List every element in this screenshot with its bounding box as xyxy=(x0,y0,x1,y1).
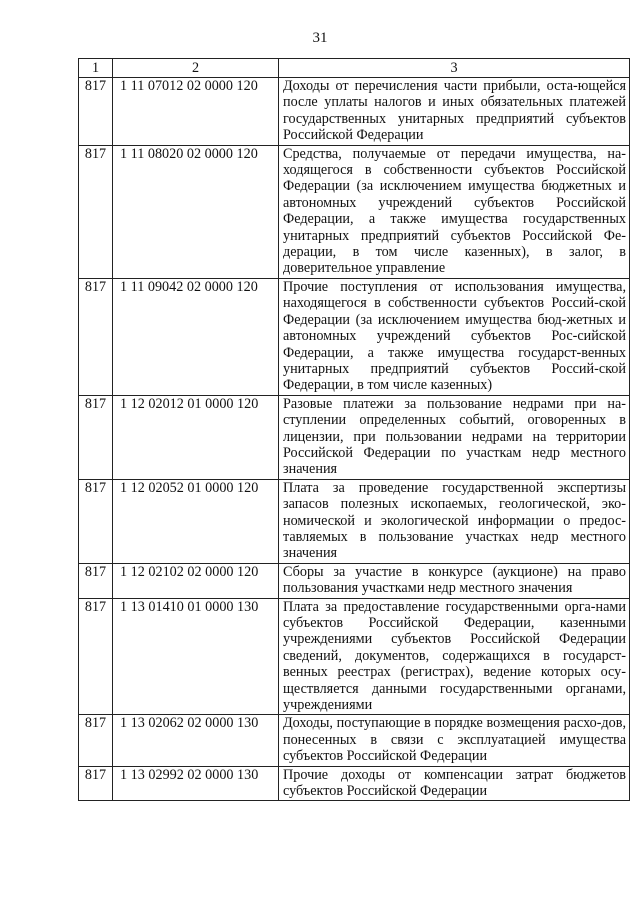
column-header-3: 3 xyxy=(279,59,630,78)
revenue-description-cell: Средства, получаемые от передачи имущества, на-ходящегося в собственности субъектов Российской Федерации (за исключением имущества бюджетных и автономных учреждений субъектов Российской Федерации, а также имущества государственных унитарных предприятий субъектов Российской Фе-дерации, в том числе казенных), в залог, в доверительное управление xyxy=(279,145,630,278)
revenue-code-cell: 1 13 01410 01 0000 130 xyxy=(113,598,279,715)
column-header-2: 2 xyxy=(113,59,279,78)
admin-code-cell: 817 xyxy=(79,715,113,766)
admin-code-cell: 817 xyxy=(79,78,113,146)
revenue-code-cell: 1 11 08020 02 0000 120 xyxy=(113,145,279,278)
page-number: 31 xyxy=(312,30,328,46)
revenue-description-cell: Плата за предоставление государственными орга-нами субъектов Российской Федерации, казенными учреждениями субъектов Российской Федерации сведений, документов, содержащихся в государст-венных реестрах (регистрах), ведение которых осу-ществляется данными государственными органами, учреждениями xyxy=(279,598,630,715)
table-row xyxy=(79,145,630,278)
admin-code-cell: 817 xyxy=(79,479,113,563)
admin-code-cell: 817 xyxy=(79,278,113,395)
revenue-description-cell: Разовые платежи за пользование недрами при на-ступлении определенных событий, оговоренных в лицензии, при пользовании недрами на территории Российской Федерации по участкам недр местного значения xyxy=(279,395,630,479)
revenue-description-cell: Сборы за участие в конкурсе (аукционе) на право пользования участками недр местного значения xyxy=(279,563,630,598)
revenue-code-cell: 1 13 02992 02 0000 130 xyxy=(113,766,279,801)
revenue-code-cell: 1 13 02062 02 0000 130 xyxy=(113,715,279,766)
revenue-description-cell: Доходы, поступающие в порядке возмещения расхо-дов, понесенных в связи с эксплуатацией имущества субъектов Российской Федерации xyxy=(279,715,630,766)
table-row xyxy=(79,563,630,598)
table-row xyxy=(79,395,630,479)
admin-code-cell: 817 xyxy=(79,395,113,479)
revenue-description-cell: Плата за проведение государственной экспертизы запасов полезных ископаемых, геологической, эко-номической и экологической информации о предос-тавляемых в пользование участках недр местного значения xyxy=(279,479,630,563)
revenue-code-cell: 1 12 02102 02 0000 120 xyxy=(113,563,279,598)
table-row xyxy=(79,78,630,146)
budget-classification-table xyxy=(78,58,630,801)
table-row xyxy=(79,479,630,563)
table-row xyxy=(79,598,630,715)
admin-code-cell: 817 xyxy=(79,563,113,598)
admin-code-cell: 817 xyxy=(79,145,113,278)
table-row xyxy=(79,766,630,801)
revenue-description-cell: Прочие поступления от использования имущества, находящегося в собственности субъектов Россий-ской Федерации (за исключением имущества бюд-жетных и автономных учреждений субъектов Рос-сийской Федерации, а также имущества государст-венных унитарных предприятий субъектов Россий-ской Федерации, в том числе казенных) xyxy=(279,278,630,395)
table-header-row xyxy=(79,59,630,78)
table-row xyxy=(79,715,630,766)
table-row xyxy=(79,278,630,395)
revenue-code-cell: 1 12 02012 01 0000 120 xyxy=(113,395,279,479)
admin-code-cell: 817 xyxy=(79,766,113,801)
column-header-1: 1 xyxy=(79,59,113,78)
revenue-code-cell: 1 12 02052 01 0000 120 xyxy=(113,479,279,563)
revenue-code-cell: 1 11 07012 02 0000 120 xyxy=(113,78,279,146)
revenue-code-cell: 1 11 09042 02 0000 120 xyxy=(113,278,279,395)
revenue-description-cell: Доходы от перечисления части прибыли, оста-ющейся после уплаты налогов и иных обязательных платежей государственных унитарных предприятий субъектов Российской Федерации xyxy=(279,78,630,146)
revenue-description-cell: Прочие доходы от компенсации затрат бюджетов субъектов Российской Федерации xyxy=(279,766,630,801)
admin-code-cell: 817 xyxy=(79,598,113,715)
